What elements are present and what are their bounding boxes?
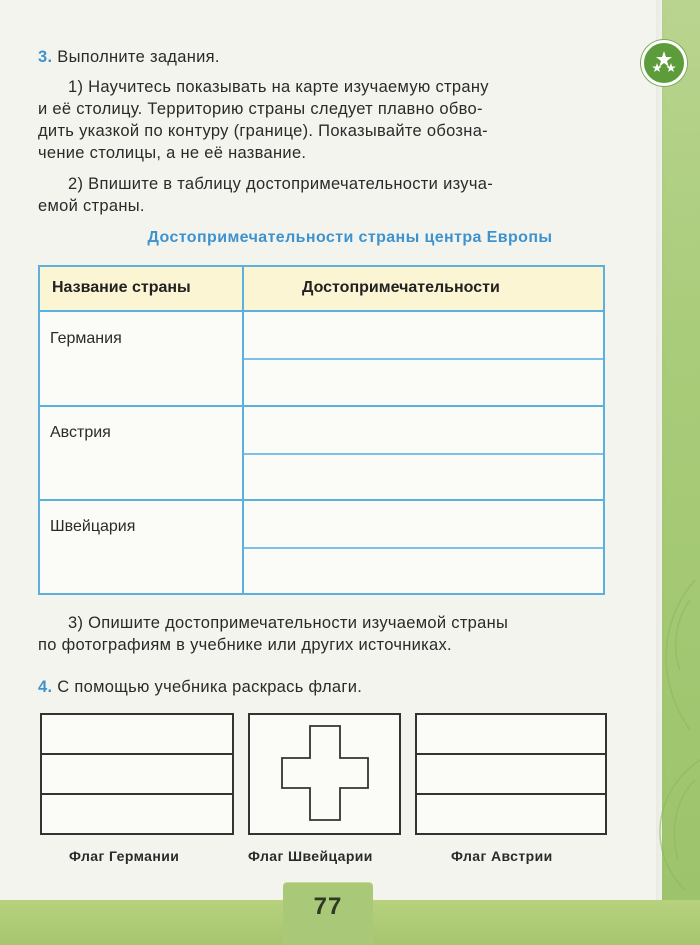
country-austria: Австрия <box>50 424 111 441</box>
flag-stripe-divider <box>42 793 232 795</box>
sights-cell-switzerland[interactable] <box>244 501 603 593</box>
leaf-decoration-icon <box>600 560 700 890</box>
task3-item3-line1: 3) Опишите достопримечательности изучаемой страны <box>68 614 509 632</box>
header-country: Название страны <box>52 279 191 296</box>
task3-heading <box>38 48 220 67</box>
country-switzerland: Швейцария <box>50 518 136 535</box>
task4-number: 4. <box>38 678 53 696</box>
task4-title: С помощью учебника раскрась флаги. <box>57 678 363 696</box>
flag-germany-label: Флаг Германии <box>69 848 180 864</box>
task3-item2-line2: емой страны. <box>38 197 145 215</box>
table-title: Достопримечательности страны центра Европы <box>147 229 553 246</box>
task3-item1-line3: дить указкой по контуру (границе). Показывайте обозна- <box>38 122 488 140</box>
cross-outline-icon <box>280 724 370 824</box>
flag-stripe-divider <box>42 753 232 755</box>
task3-item1-line1: 1) Научитесь показывать на карте изучаемую страну <box>68 78 489 96</box>
flag-switzerland-label: Флаг Швейцарии <box>248 848 373 864</box>
task4-heading <box>38 678 362 697</box>
table-header-row <box>40 267 603 312</box>
flag-stripe-divider <box>417 793 605 795</box>
flag-stripe-divider <box>417 753 605 755</box>
stars-badge-icon <box>641 40 687 86</box>
header-sights: Достопримечательности <box>302 279 500 296</box>
flag-austria-outline[interactable] <box>415 713 607 835</box>
flag-germany-outline[interactable] <box>40 713 234 835</box>
country-germany: Германия <box>50 330 122 347</box>
sights-cell-austria[interactable] <box>244 407 603 499</box>
task3-item1-line4: чение столицы, а не её название. <box>38 144 307 162</box>
task3-item2-line1: 2) Впишите в таблицу достопримечательности изуча- <box>68 175 493 193</box>
task3-number: 3. <box>38 48 53 66</box>
sights-cell-germany[interactable] <box>244 312 603 405</box>
task3-title: Выполните задания. <box>57 48 220 66</box>
flag-austria-label: Флаг Австрии <box>451 848 553 864</box>
task3-item1-line2: и её столицу. Территорию страны следует плавно обво- <box>38 100 483 118</box>
page-number: 77 <box>313 893 343 920</box>
task3-item3-line2: по фотографиям в учебнике или других источниках. <box>38 636 452 654</box>
flag-switzerland-outline[interactable] <box>248 713 401 835</box>
sights-table <box>38 265 605 595</box>
